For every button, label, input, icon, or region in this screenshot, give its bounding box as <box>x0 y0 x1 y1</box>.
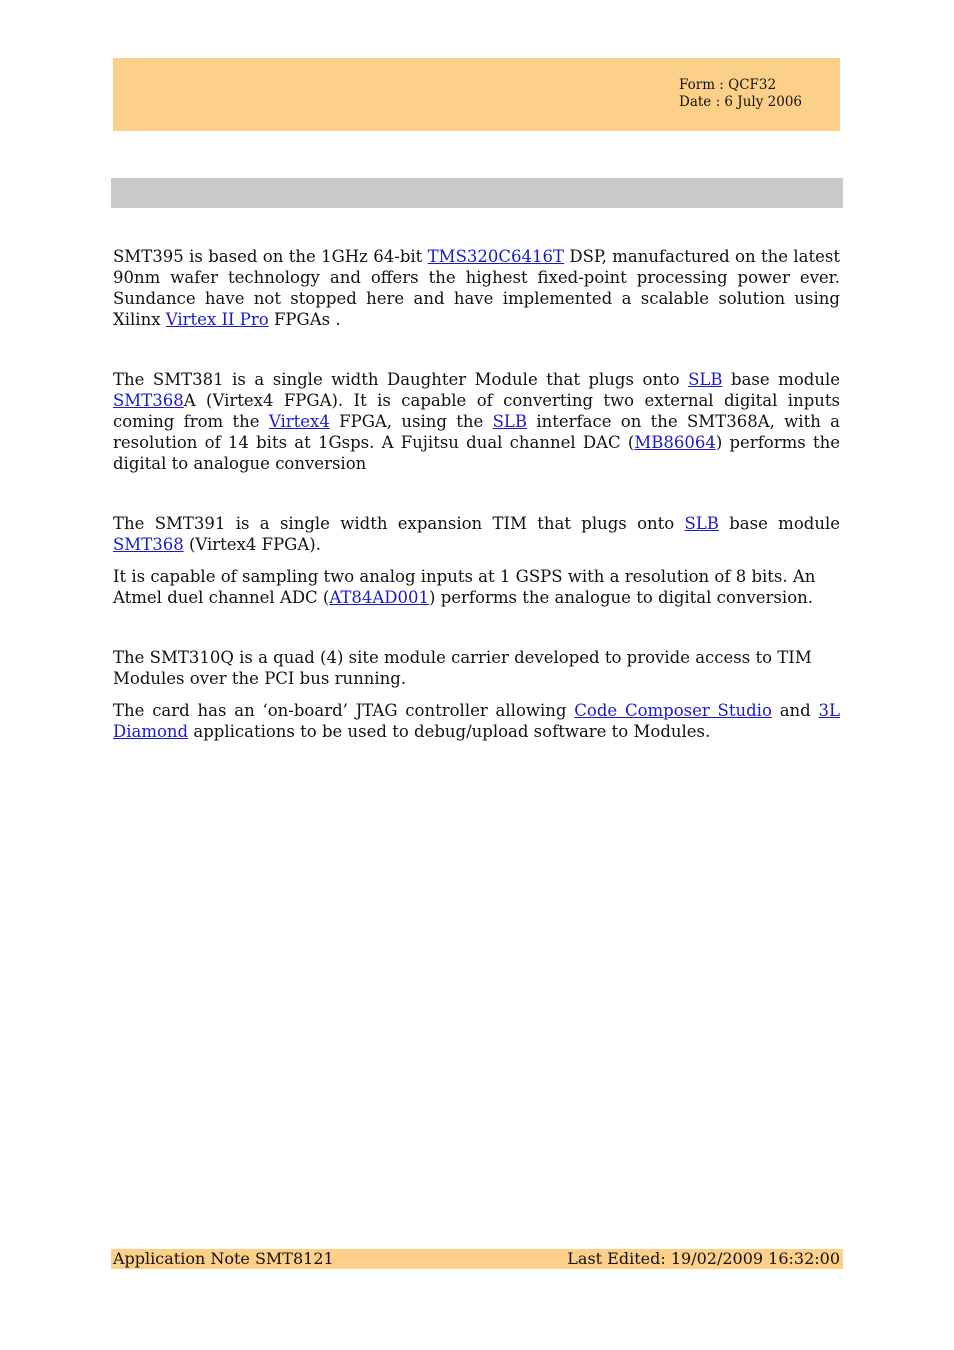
link-mb86064[interactable]: MB86064 <box>634 433 716 452</box>
link-slb[interactable]: SLB <box>492 412 527 431</box>
paragraph-smt391-detail <box>113 566 840 608</box>
form-date: Date : 6 July 2006 <box>679 94 802 110</box>
link-smt368[interactable]: SMT368 <box>113 391 184 410</box>
link-smt368[interactable]: SMT368 <box>113 535 184 554</box>
page-footer <box>111 1249 843 1269</box>
link-virtex4[interactable]: Virtex4 <box>268 412 330 431</box>
link-at84ad001[interactable]: AT84AD001 <box>329 588 430 607</box>
section-heading-bar <box>111 178 843 208</box>
text-run: interface on the SMT368A, with a resolution of 14 bits at 1Gsps. A Fujitsu dual channel DAC ( <box>113 412 840 452</box>
paragraph-smt310q-jtag <box>113 700 840 742</box>
text-run: ) performs the digital to analogue conversion <box>113 433 840 473</box>
link-3l-diamond[interactable]: 3L Diamond <box>113 701 840 741</box>
text-run: and <box>771 701 819 720</box>
text-run: DSP, manufactured on the latest 90nm wafer technology and offers the highest fixed-point processing power ever. Sundance have not stopped here and have implemented a scalable solution using Xilinx <box>113 247 841 329</box>
text-run: base module <box>722 370 840 389</box>
form-number: Form : QCF32 <box>679 77 777 93</box>
text-run: ) performs the analogue to digital conversion. <box>429 588 813 607</box>
paragraph-smt310q <box>113 647 840 689</box>
footer-last-edited: Last Edited: 19/02/2009 16:32:00 <box>567 1249 840 1268</box>
text-run: The card has an ‘on-board’ JTAG controller allowing <box>113 701 575 720</box>
header-band <box>113 58 840 131</box>
footer-document-title: Application Note SMT8121 <box>113 1249 334 1268</box>
paragraph-smt391 <box>113 513 840 555</box>
paragraph-smt381 <box>113 369 840 474</box>
text-run: A (Virtex4 FPGA). It is capable of converting two external digital inputs coming from the <box>113 391 840 431</box>
text-run: It is capable of sampling two analog inputs at 1 GSPS with a resolution of 8 bits. An Atmel duel channel ADC ( <box>113 567 816 607</box>
text-run: The SMT310Q is a quad (4) site module carrier developed to provide access to TIM Modules over the PCI bus running. <box>113 648 812 688</box>
link-slb[interactable]: SLB <box>684 514 719 533</box>
link-virtex-ii-pro[interactable]: Virtex II Pro <box>165 310 269 329</box>
text-run: base module <box>718 514 840 533</box>
paragraph-smt395 <box>113 246 840 330</box>
link-slb[interactable]: SLB <box>688 370 723 389</box>
document-body <box>113 246 840 742</box>
text-run: The SMT391 is a single width expansion TIM that plugs onto <box>113 514 685 533</box>
text-run: (Virtex4 FPGA). <box>183 535 321 554</box>
text-run: SMT395 is based on the 1GHz 64-bit <box>113 247 428 266</box>
text-run: FPGAs . <box>268 310 341 329</box>
text-run: FPGA, using the <box>329 412 493 431</box>
text-run: applications to be used to debug/upload software to Modules. <box>188 722 711 741</box>
text-run: The SMT381 is a single width Daughter Module that plugs onto <box>113 370 689 389</box>
link-code-composer-studio[interactable]: Code Composer Studio <box>574 701 772 720</box>
form-info <box>679 77 802 111</box>
link-tms320c6416t[interactable]: TMS320C6416T <box>427 247 564 266</box>
